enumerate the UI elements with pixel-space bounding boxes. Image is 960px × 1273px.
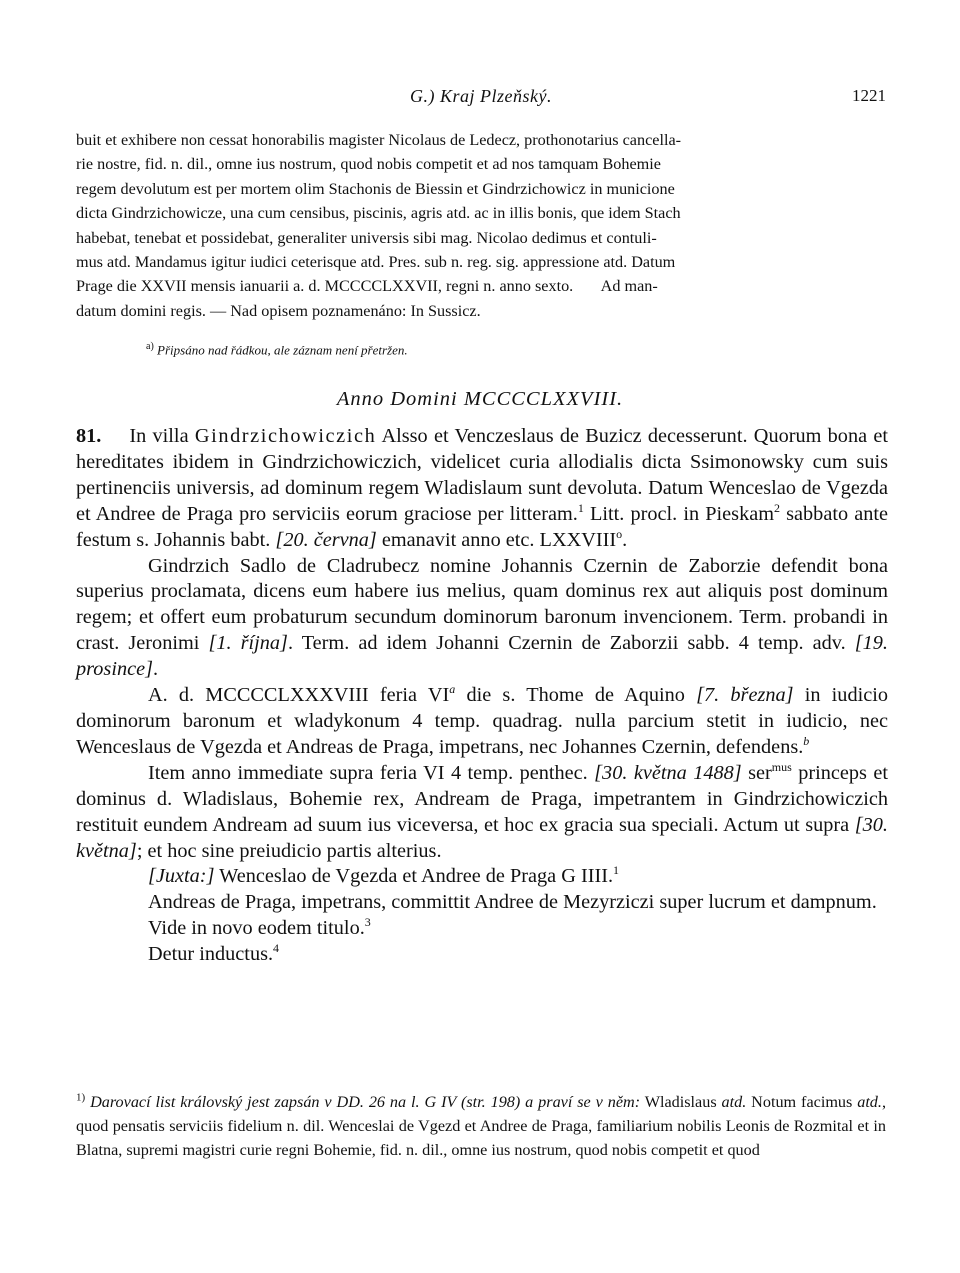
note-ref: b	[803, 734, 810, 749]
date-annotation: [30. května 1488]	[594, 761, 742, 784]
spaced-name: Gindrzichowiczich	[194, 425, 377, 447]
entry-paragraph	[76, 424, 888, 554]
entry-paragraph	[76, 554, 888, 684]
text-line: habebat, tenebat et possidebat, generaliter universis sibi mag. Nicolao dedimus et contuli-	[76, 228, 657, 247]
footnotes	[76, 1090, 886, 1163]
year-heading: Anno Domini MCCCCLXXVIII.	[336, 388, 624, 410]
text-run: Gindrzich Sadlo de Cladrubecz nomine Johannis Czernin de Zaborzie defendit bona superius proclamata, dicens eum habere ius melius, quam dominus rex aut aliquis post dominum regem; et offert eum probaturum secundum dominorum baronum invencionem. Term. probandi in crast. Jeronimi	[76, 554, 888, 655]
text-run: ser	[741, 761, 772, 784]
date-annotation: [1. října]	[208, 632, 288, 655]
text-run: sabbato ante festum s. Johannis babt.	[76, 502, 889, 551]
text-line: Prage die XXVII mensis ianuarii a. d. MCCCCLXXVII, regni n. anno sexto. Ad man-	[76, 277, 658, 296]
text-run: princeps et dominus d. Wladislaus, Bohemie rex, Andream de Praga, impetrantem in Gindrzichowiczich restituit eundem Andream ad suum ius viceversa, et hoc ex gracia sua speciali. Actum ut supra	[76, 761, 889, 836]
entry-paragraph	[76, 864, 888, 890]
editorial-annotation: [Juxta:]	[148, 865, 215, 888]
text-run: .	[153, 658, 159, 681]
entry-paragraph	[76, 683, 888, 761]
note-text: Připsáno nad řádkou, ale záznam není přetržen.	[157, 342, 408, 358]
entry-paragraph	[76, 916, 888, 942]
text-run: die s. Thome de Aquino	[455, 684, 697, 707]
text-run: Wladislaus	[640, 1093, 722, 1111]
page-number: 1221	[852, 86, 886, 105]
text-run: A. d. MCCCCLXXXVIII feria VI	[148, 684, 450, 707]
text-run: in iudicio dominorum baronum et wladykonum 4 temp. quadrag. nulla parcium stetit in iudicio, nec Wenceslaus de Vgezda et Andreas de Praga, impetrans, nec Johannes Czernin, defendens.	[76, 684, 889, 758]
superscript: mus	[771, 760, 792, 775]
page-header	[76, 86, 886, 116]
text-run: Notum facimus	[746, 1093, 858, 1111]
text-run: Wenceslao de Vgezda et Andree de Praga G IIII.	[214, 865, 614, 888]
text-run: atd.	[721, 1093, 747, 1111]
note-marker: a)	[146, 341, 154, 352]
text-line: rie nostre, fid. n. dil., omne ius nostrum, quod nobis competit et ad nos tamquam Bohemie	[76, 155, 661, 174]
text-run: , quod pensatis serviciis fidelium n. dil. Wenceslai de Vgezd et Andree de Praga, familiarium nobilis Leonis de Rozmital et in Blatna, supremi magistri curie regni Bohemie, fid. n. dil., omne ius nostrum, quod nobis competit et quod	[76, 1093, 886, 1160]
footnote-ref: 4	[273, 941, 280, 956]
text-run: Vide in novo eodem titulo.	[148, 917, 365, 940]
footnote-ref: 2	[774, 500, 780, 515]
text-run: ; et hoc sine preiudicio partis alterius.	[136, 839, 442, 862]
editorial-note-a	[146, 341, 408, 358]
text-line: buit et exhibere non cessat honorabilis magister Nicolaus de Ledecz, prothonotarius cancella-	[76, 131, 682, 149]
text-line: datum domini regis. — Nad opisem poznamenáno: In Sussicz.	[76, 301, 481, 320]
running-title: G.) Kraj Plzeňský.	[410, 86, 552, 106]
superscript: a	[449, 682, 456, 697]
superscript: o	[616, 526, 623, 541]
text-line: mus atd. Mandamus igitur iudici ceterisque atd. Pres. sub n. reg. sig. appressione atd. Datum	[76, 253, 676, 272]
text-line: regem devolutum est per mortem olim Stachonis de Biessin et Gindrzichowicz in municione	[76, 179, 675, 198]
text-run: emanavit anno etc. LXXVIII	[376, 528, 617, 551]
date-annotation: [30. května]	[76, 813, 888, 862]
text-run: Alsso et Venczeslaus de Buzicz decesserunt. Quorum bona et hereditates ibidem in Gindrzichowiczich, videlicet curia allodialis dicta Ssimonowsky cum suis pertinenciis universis, ad dominum regem Wladislaum sunt devoluta. Datum Wenceslao de Vgezda et Andree de Praga pro serviciis eorum graciose per litteram.	[76, 425, 888, 525]
text-run: Darovací list královský jest zapsán v DD. 26 na l. G IV (str. 198) a praví se v něm:	[90, 1093, 641, 1111]
text-run: Litt. procl. in Pieskam	[583, 502, 774, 525]
text-run: Detur inductus.	[148, 943, 274, 966]
previous-entry-text	[76, 128, 886, 323]
date-annotation: [20. června]	[275, 528, 377, 551]
footnote	[76, 1090, 886, 1163]
text-run: . Term. ad idem Johanni Czernin de Zaborzii sabb. 4 temp. adv.	[287, 632, 855, 655]
footnote-marker: 1)	[76, 1091, 86, 1104]
entry-number: 81.	[76, 425, 102, 447]
footnote-ref: 3	[364, 915, 371, 930]
entry-paragraph	[76, 761, 888, 865]
entry-paragraph: Andreas de Praga, impetrans, committit Andree de Mezyrziczi super lucrum et dampnum.	[148, 891, 877, 914]
text-run: atd.	[857, 1093, 882, 1111]
entry-paragraph	[76, 942, 888, 968]
footnote-ref: 1	[577, 500, 584, 515]
text-run: Item anno immediate supra feria VI 4 temp. penthec.	[148, 761, 595, 784]
footnote-ref: 1	[613, 863, 620, 878]
entry-81	[76, 424, 888, 968]
date-annotation: [19. prosince]	[76, 632, 888, 681]
date-annotation: [7. března]	[696, 684, 794, 707]
text-line: dicta Gindrzichowicze, una cum censibus, piscinis, agris atd. ac in illis bonis, que idem Stach	[76, 204, 681, 223]
text-run: In villa	[129, 425, 195, 447]
text-run: .	[622, 528, 628, 551]
